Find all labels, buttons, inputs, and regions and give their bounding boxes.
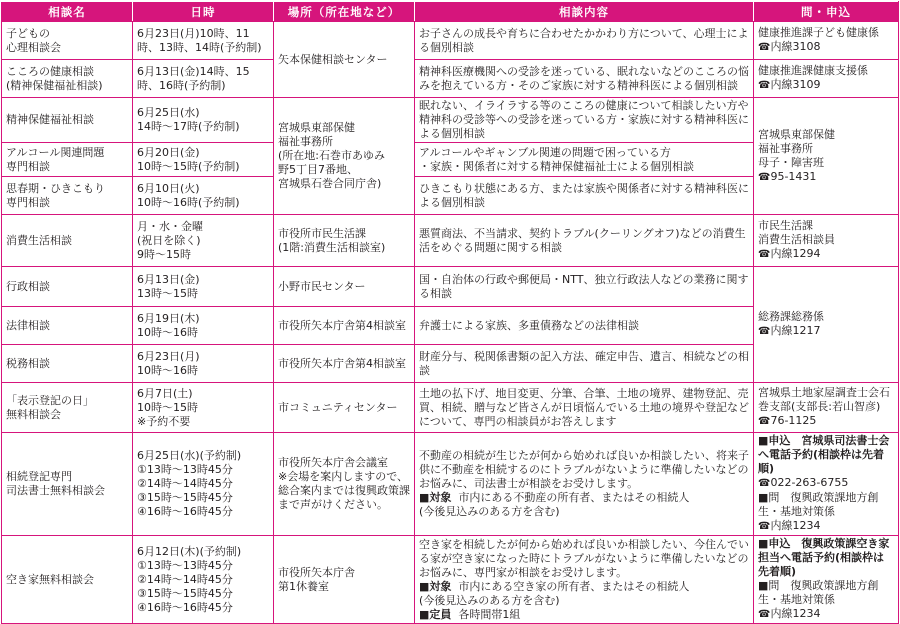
consult-date: 6月10日(火) 10時〜16時(予約制) xyxy=(133,177,274,215)
phone-icon xyxy=(758,247,770,260)
table-row xyxy=(2,22,899,60)
consult-date: 月・水・金曜 (祝日を除く) 9時〜15時 xyxy=(133,215,274,267)
table-row xyxy=(2,433,899,536)
consult-name: 精神保健福祉相談 xyxy=(2,98,133,143)
consult-content: お子さんの成長や育ちに合わせたかかわり方について、心理士による個別相談 xyxy=(415,22,754,60)
content-target: 市内にある空き家の所有者、またはその相続人 (今後見込みのある方を含む) xyxy=(419,579,690,607)
contact-tel: 内線1217 xyxy=(770,324,821,337)
contact-tel: 内線1294 xyxy=(770,247,821,260)
consult-content: 眠れない、イライラする等のこころの健康について相談したい方や精神科の受診等への受診を迷っている方・家族に対する精神科医による個別相談 xyxy=(415,98,754,143)
header-place: 場所（所在地など） xyxy=(274,2,415,22)
consult-place: 市役所矢本庁舎第4相談室 xyxy=(274,345,415,383)
phone-icon xyxy=(758,78,770,91)
consult-contact xyxy=(754,98,899,215)
contact-apply: ■申込 宮城県司法書士会へ電話予約(相談枠は先着順) xyxy=(758,434,890,475)
consult-content: 国・自治体の行政や郵便局・NTT、独立行政法人などの業務に関する相談 xyxy=(415,267,754,307)
consult-name: 行政相談 xyxy=(2,267,133,307)
phone-icon xyxy=(758,519,770,532)
content-main: 空き家を相続したが何から始めれば良いか相談したい、今住んでいる家が空き家になった時にトラブルがないように準備したいなどのお悩みに、専門家が相談をお受けします。 xyxy=(419,537,749,579)
table-row xyxy=(2,383,899,433)
consult-name: 法律相談 xyxy=(2,307,133,345)
target-label: ■対象 xyxy=(419,579,452,593)
consult-content: 精神科医療機関への受診を迷っている、眠れないなどのこころの悩みを抱えている方・そのご家族に対する精神科医による個別相談 xyxy=(415,60,754,98)
consult-contact xyxy=(754,215,899,267)
consult-place: 小野市民センター xyxy=(274,267,415,307)
consult-date: 6月7日(土) 10時〜15時 ※予約不要 xyxy=(133,383,274,433)
table-row xyxy=(2,60,899,98)
header-date: 日時 xyxy=(133,2,274,22)
consult-date: 6月19日(木) 10時〜16時 xyxy=(133,307,274,345)
consult-name: 消費生活相談 xyxy=(2,215,133,267)
consult-contact xyxy=(754,22,899,60)
consult-date: 6月13日(金)14時、15 時、16時(予約制) xyxy=(133,60,274,98)
content-quota: 各時間帯1組 xyxy=(458,607,521,621)
contact-ask: ■問 復興政策課地方創生・基地対策係 xyxy=(758,491,879,518)
consult-place: 矢本保健相談センター xyxy=(274,22,415,98)
consult-name: 相続登記専門 司法書士無料相談会 xyxy=(2,433,133,536)
consult-name: 「表示登記の日」 無料相談会 xyxy=(2,383,133,433)
phone-icon xyxy=(758,414,770,427)
consult-content: アルコールやギャンブル関連の問題で困っている方 ・家族・関係者に対する精神保健福祉士による個別相談 xyxy=(415,143,754,177)
header-name: 相談名 xyxy=(2,2,133,22)
consult-place: 市役所矢本庁舎 第1休養室 xyxy=(274,536,415,624)
contact-tel: 内線1234 xyxy=(770,519,821,532)
header-content: 相談内容 xyxy=(415,2,754,22)
consult-date: 6月23日(月) 10時〜16時 xyxy=(133,345,274,383)
consult-content: 土地の払下げ、地目変更、分筆、合筆、土地の境界、建物登記、売買、相続、贈与など皆さんが日頃悩んでいる土地の境界や登記などについて、専門の相談員がお答えします xyxy=(415,383,754,433)
consult-contact xyxy=(754,267,899,383)
consult-contact xyxy=(754,536,899,624)
consult-date: 6月13日(金) 13時〜15時 xyxy=(133,267,274,307)
consult-content: 弁護士による家族、多重債務などの法律相談 xyxy=(415,307,754,345)
consult-place: 市コミュニティセンター xyxy=(274,383,415,433)
quota-label: ■定員 xyxy=(419,607,452,621)
consult-content: 財産分与、税関係書類の記入方法、確定申告、遺言、相続などの相談 xyxy=(415,345,754,383)
contact-tel: 95-1431 xyxy=(770,169,817,183)
header-contact: 問・申込 xyxy=(754,2,899,22)
consult-content xyxy=(415,433,754,536)
consult-date: 6月25日(水) 14時〜17時(予約制) xyxy=(133,98,274,143)
contact-apply: ■申込 復興政策課空き家担当へ電話予約(相談枠は先着順) xyxy=(758,537,890,578)
contact-dept: 健康推進課健康支援係 xyxy=(758,64,868,77)
content-target: 市内にある不動産の所有者、またはその相続人 (今後見込みのある方を含む) xyxy=(419,491,690,518)
contact-ask: ■問 復興政策課地方創生・基地対策係 xyxy=(758,579,879,606)
table-row xyxy=(2,536,899,624)
table-row xyxy=(2,267,899,307)
consult-contact xyxy=(754,60,899,98)
consult-name: こころの健康相談 (精神保健福祉相談) xyxy=(2,60,133,98)
consult-date: 6月23日(月)10時、11 時、13時、14時(予約制) xyxy=(133,22,274,60)
consult-contact xyxy=(754,433,899,536)
phone-icon xyxy=(758,324,770,337)
phone-icon xyxy=(758,476,770,489)
consult-content: 悪質商法、不当請求、契約トラブル(クーリングオフ)などの消費生活をめぐる問題に関する相談 xyxy=(415,215,754,267)
table-row xyxy=(2,215,899,267)
consult-date: 6月20日(金) 10時〜15時(予約制) xyxy=(133,143,274,177)
contact-tel: 内線1234 xyxy=(770,607,821,620)
consultation-table xyxy=(1,1,899,624)
consult-place: 市役所矢本庁舎会議室 ※会場を案内しますので、総合案内までは復興政策課まで声がけください。 xyxy=(274,433,415,536)
contact-tel: 内線3109 xyxy=(770,78,821,91)
consult-name: 空き家無料相談会 xyxy=(2,536,133,624)
table-header-row xyxy=(2,2,899,22)
consult-place: 市役所矢本庁舎第4相談室 xyxy=(274,307,415,345)
contact-dept: 総務課総務係 xyxy=(758,310,824,323)
phone-icon xyxy=(758,40,770,53)
contact-tel: 76-1125 xyxy=(770,414,817,427)
consult-place: 宮城県東部保健 福祉事務所 (所在地:石巻市あゆみ 野5丁目7番地、 宮城県石巻合同庁舎) xyxy=(274,98,415,215)
contact-tel: 内線3108 xyxy=(770,40,821,53)
consult-name: 子どもの 心理相談会 xyxy=(2,22,133,60)
consult-date: 6月12日(木)(予約制) ①13時〜13時45分 ②14時〜14時45分 ③15時〜15時45分 ④16時〜16時45分 xyxy=(133,536,274,624)
phone-icon xyxy=(758,170,770,183)
consult-name: 税務相談 xyxy=(2,345,133,383)
table-row xyxy=(2,98,899,143)
consult-name: アルコール関連問題 専門相談 xyxy=(2,143,133,177)
contact-dept: 宮城県東部保健 福祉事務所 母子・障害班 xyxy=(758,127,835,169)
consult-content xyxy=(415,536,754,624)
contact-tel: 022-263-6755 xyxy=(770,476,849,489)
consult-content: ひきこもり状態にある方、または家族や関係者に対する精神科医による個別相談 xyxy=(415,177,754,215)
consult-contact xyxy=(754,383,899,433)
consult-date: 6月25日(水)(予約制) ①13時〜13時45分 ②14時〜14時45分 ③15時〜15時45分 ④16時〜16時45分 xyxy=(133,433,274,536)
phone-icon xyxy=(758,607,770,620)
contact-dept: 市民生活課 消費生活相談員 xyxy=(758,219,835,246)
consult-place: 市役所市民生活課 (1階:消費生活相談室) xyxy=(274,215,415,267)
content-main: 不動産の相続が生じたが何から始めれば良いか相談したい、将来子供に不動産を相続するのにトラブルがないように準備したいなどのお悩みに、司法書士が相談をお受けします。 xyxy=(419,449,749,490)
target-label: ■対象 xyxy=(419,491,452,504)
contact-dept: 健康推進課子ども健康係 xyxy=(758,26,879,39)
consult-name: 思春期・ひきこもり 専門相談 xyxy=(2,177,133,215)
contact-dept: 宮城県土地家屋調査士会石巻支部(支部長:若山智彦) xyxy=(758,386,890,413)
